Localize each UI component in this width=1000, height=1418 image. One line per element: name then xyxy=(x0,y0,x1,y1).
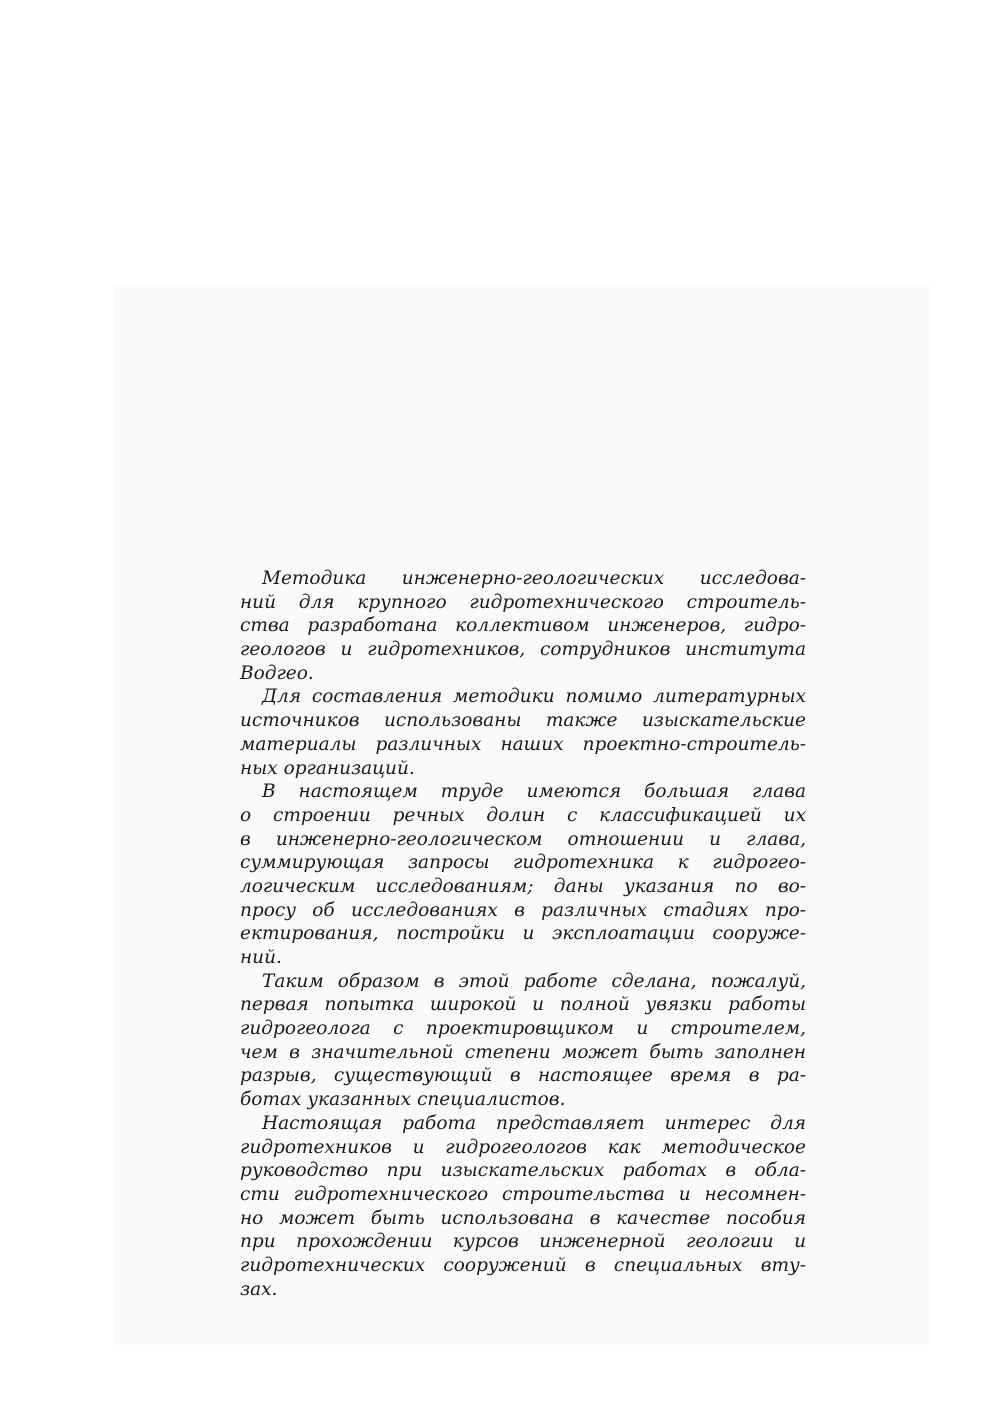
text-line: Для составления методики помимо литературных xyxy=(262,686,806,708)
text-line: ний. xyxy=(240,947,282,968)
text-line: чем в значительной степени может быть заполнен xyxy=(240,1041,806,1063)
paragraph-4 xyxy=(240,970,806,1112)
text-line: Таким образом в этой работе сделана, пожалуй, xyxy=(262,970,806,992)
text-line: гидротехников и гидрогеологов как методическое xyxy=(240,1136,806,1158)
paragraph-2 xyxy=(240,685,806,780)
text-line: логическим исследованиям; даны указания по во- xyxy=(240,875,806,897)
text-line: ных организаций. xyxy=(240,757,415,779)
text-line: источников использованы также изыскательские xyxy=(240,710,806,732)
text-line: Методика инженерно-геологических исследова- xyxy=(262,568,806,589)
text-line: В настоящем труде имеются большая глава xyxy=(262,781,806,803)
text-line: Водгео. xyxy=(240,662,314,684)
text-line: при прохождении курсов инженерной геологии и xyxy=(240,1231,806,1253)
text-line: Настоящая работа представляет интерес для xyxy=(262,1112,806,1134)
text-line: ний для крупного гидротехнического строитель- xyxy=(240,591,806,613)
text-line: первая попытка широкой и полной увязки работы xyxy=(240,994,806,1016)
text-line: в инженерно-геологическом отношении и глава, xyxy=(240,828,806,850)
text-line: ектирования, постройки и эксплоатации сооруже- xyxy=(240,923,806,945)
text-line: материалы различных наших проектно-строитель- xyxy=(240,733,806,755)
text-line: гидрогеолога с проектировщиком и строителем, xyxy=(240,1018,806,1040)
text-line: сти гидротехнического строительства и несомнен- xyxy=(240,1183,806,1205)
paragraph-5 xyxy=(240,1112,806,1302)
text-line: геологов и гидротехников, сотрудников института xyxy=(240,639,806,661)
text-line: зах. xyxy=(240,1278,278,1300)
text-line: суммирующая запросы гидротехника к гидрогео- xyxy=(240,852,806,874)
paragraph-3 xyxy=(240,780,806,970)
text-line: о строении речных долин с классификацией их xyxy=(240,804,806,826)
paragraph-1 xyxy=(240,567,806,685)
text-line: просу об исследованиях в различных стадиях про- xyxy=(240,899,806,921)
body-text xyxy=(240,567,806,1301)
text-line: ботах указанных специалистов. xyxy=(240,1089,566,1111)
text-line: руководство при изыскательских работах в обла- xyxy=(240,1160,806,1182)
text-line: но может быть использована в качестве пособия xyxy=(240,1207,806,1229)
text-line: разрыв, существующий в настоящее время в ра- xyxy=(240,1065,806,1087)
text-line: ства разработана коллективом инженеров, гидро- xyxy=(240,615,806,637)
text-line: гидротехнических сооружений в специальных вту- xyxy=(240,1254,806,1276)
